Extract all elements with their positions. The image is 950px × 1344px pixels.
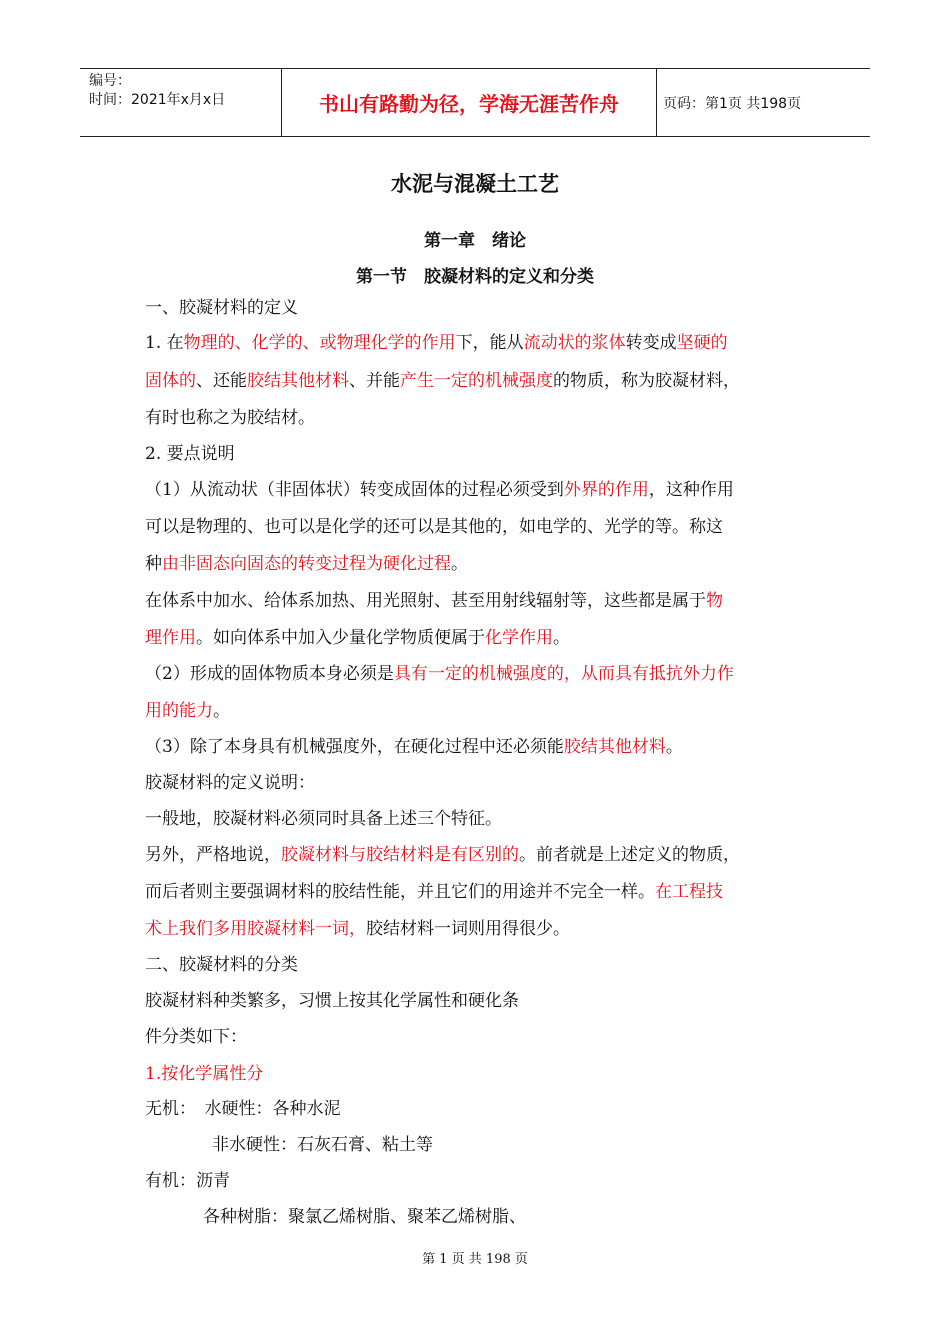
highlighted-text: 流动状的浆体 [523,333,626,353]
text-line [203,1205,526,1229]
text-line [145,478,734,502]
text-span: 胶凝材料种类繁多，习惯上按其化学属性和硬化条 [145,991,519,1011]
text-span: 的物质，称为胶凝材料， [553,371,740,391]
highlighted-text: 具有一定的机械强度的，从而具有抵抗外力作 [393,664,734,684]
text-line [145,1025,247,1049]
text-span: 、并能 [349,371,400,391]
text-line [145,807,502,831]
text-span: 件分类如下： [145,1027,247,1047]
text-line [145,662,734,686]
text-span: 转变成 [625,333,677,353]
highlighted-text: 物理的、化学的、或物理化学的作用 [183,333,456,353]
text-span: 可以是物理的、也可以是化学的还可以是其他的，如电学的、光学的等。称这 [145,517,723,537]
highlighted-text: 胶凝材料与胶结材料是有区别的 [281,845,519,865]
text-span: 、还能 [196,371,247,391]
highlighted-text: 由非固态向固态的转变过程为硬化过程 [162,554,451,574]
highlighted-text: 术上我们多用胶凝材料一词， [145,919,366,939]
page-header-table [80,68,870,137]
text-span: （2）形成的固体物质本身必须是 [145,664,394,684]
text-span: 。 [451,554,468,574]
code-label: 编号： [89,73,131,89]
text-span: 有时也称之为胶结材。 [145,408,315,428]
highlighted-text: 1.按化学属性分 [145,1064,264,1084]
text-span: 。如向体系中加入少量化学物质便属于 [196,628,485,648]
text-span: 。前者就是上述定义的物质， [519,845,740,865]
text-line [145,589,723,613]
text-line [145,626,570,650]
date-label: 时间：2021年x月x日 [89,92,226,108]
text-span: 。 [213,701,230,721]
text-line [145,369,740,393]
text-span: 2. 要点说明 [145,444,235,464]
text-span: 无机： 水硬性：各种水泥 [145,1099,341,1119]
header-page-info [663,69,870,136]
text-line [145,442,235,466]
text-span: 各种树脂：聚氯乙烯树脂、聚苯乙烯树脂、 [203,1207,526,1227]
document-title: 水泥与混凝土工艺 [391,172,559,196]
text-span: 非水硬性：石灰石膏、粘土等 [212,1135,433,1155]
text-span: 。 [665,737,683,757]
text-span: 一、胶凝材料的定义 [145,298,298,318]
text-line [145,1169,230,1193]
text-line [145,771,315,795]
text-span: ，这种作用 [648,480,734,500]
highlighted-text: 化学作用 [485,628,553,648]
text-span: 种 [145,554,162,574]
text-span: 1. 在 [145,333,184,353]
text-line [145,515,723,539]
highlighted-text: 外界的作用 [563,480,649,500]
text-span: 。 [553,628,570,648]
text-line [145,880,723,904]
text-line [145,989,519,1013]
text-span: 胶凝材料的定义说明： [145,773,315,793]
highlighted-text: 胶结其他材料 [563,737,666,757]
text-span: （1）从流动状（非固体状）转变成固体的过程必须受到 [145,480,564,500]
text-line [145,552,468,576]
text-line [145,953,298,977]
text-span: 一般地，胶凝材料必须同时具备上述三个特征。 [145,809,502,829]
chapter-heading: 第一章 绪论 [424,231,526,251]
section-heading: 第一节 胶凝材料的定义和分类 [356,267,594,287]
text-line [145,406,315,430]
text-line [145,331,728,355]
highlighted-text: 坚硬的 [676,333,728,353]
text-span: 另外，严格地说， [145,845,281,865]
header-motto: 书山有路勤为径，学海无涯苦作舟 [281,69,657,136]
text-line [145,735,683,759]
text-span: 胶结材料一词则用得很少。 [366,919,570,939]
header-meta-cell [80,69,280,136]
text-line [212,1133,433,1157]
text-line [145,296,298,320]
highlighted-text: 用的能力 [145,701,213,721]
text-span: 二、胶凝材料的分类 [145,955,298,975]
highlighted-text: 理作用 [145,628,196,648]
page-footer: 第 1 页 共 198 页 [422,1252,528,1267]
text-line [145,1062,263,1086]
text-span: 而后者则主要强调材料的胶结性能，并且它们的用途并不完全一样。 [145,882,655,902]
text-span: （3）除了本身具有机械强度外，在硬化过程中还必须能 [145,737,564,757]
text-line [145,843,740,867]
highlighted-text: 固体的 [145,371,196,391]
highlighted-text: 胶结其他材料 [247,371,349,391]
text-line [145,699,230,723]
text-span: 有机：沥青 [145,1171,230,1191]
highlighted-text: 产生一定的机械强度 [400,371,553,391]
text-line [145,1097,341,1121]
text-line [145,917,570,941]
highlighted-text: 在工程技 [655,882,723,902]
text-span: 下，能从 [455,333,524,353]
text-span: 在体系中加水、给体系加热、用光照射、甚至用射线辐射等，这些都是属于 [145,591,706,611]
page-info-text: 页码：第1页 共198页 [663,95,802,112]
highlighted-text: 物 [706,591,723,611]
